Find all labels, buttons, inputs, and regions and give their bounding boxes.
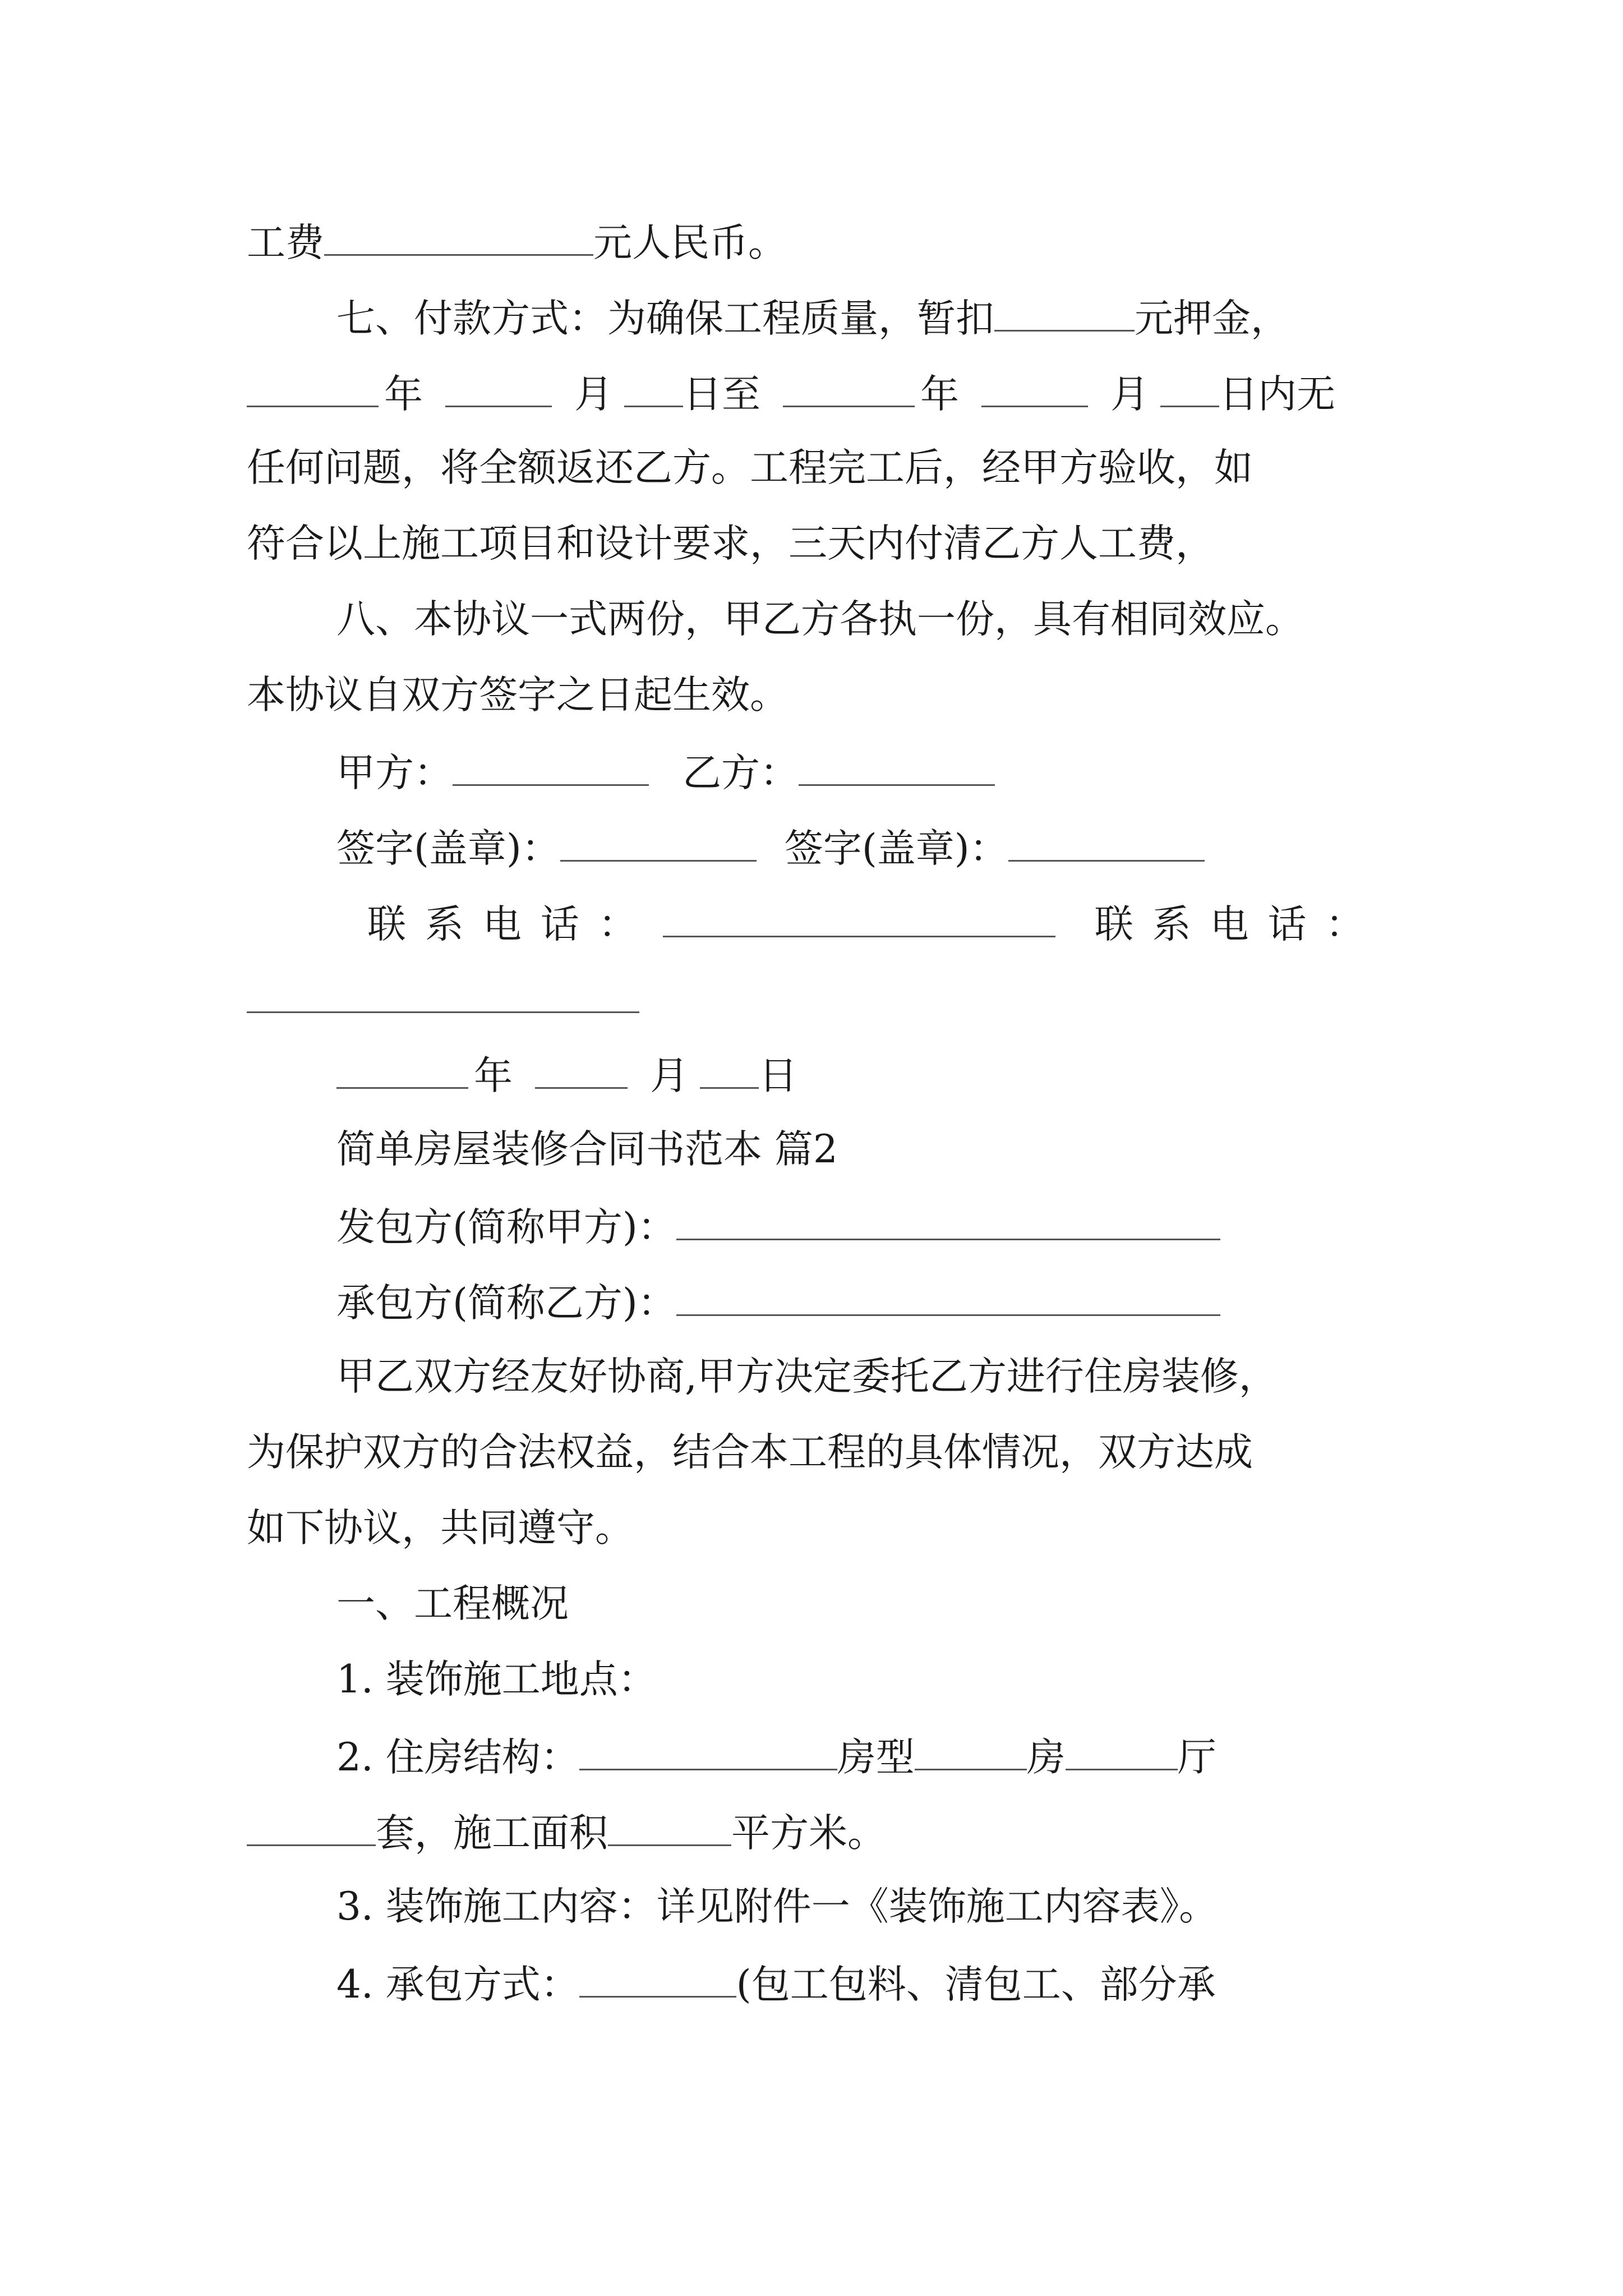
line-phone-blank [247, 979, 639, 1020]
text: 日内无 [1219, 372, 1335, 417]
text: 工费 [247, 220, 324, 265]
text: 年 [920, 372, 959, 417]
paragraph-line [247, 1506, 634, 1550]
text: 房型 [837, 1735, 915, 1780]
blank-field [663, 903, 1055, 937]
text: 七、付款方式：为确保工程质量，暂扣 [336, 296, 994, 341]
list-item [336, 1962, 1216, 2007]
text: 年 [384, 372, 423, 417]
party-b-label: 乙方： [683, 751, 799, 795]
text: 如下协议，共同遵守。 [247, 1506, 634, 1550]
blank-field [608, 1812, 731, 1846]
blank-field [676, 1282, 1220, 1316]
paragraph-line [336, 597, 1304, 642]
blank-field [783, 373, 915, 407]
text: 套，施工面积 [376, 1811, 608, 1856]
blank-field [981, 373, 1088, 407]
text: 厅 [1177, 1735, 1216, 1780]
text: 元押金， [1135, 296, 1289, 341]
text: 承包方(简称乙方)： [336, 1281, 676, 1326]
line-contractor [336, 1281, 1220, 1326]
paragraph-line [247, 521, 1214, 566]
blank-field [324, 222, 593, 256]
text: 1. 装饰施工地点： [336, 1657, 657, 1702]
section-heading [336, 1581, 569, 1626]
signature-label: 签字(盖章)： [336, 826, 560, 871]
text: 平方米。 [731, 1811, 886, 1856]
text: 符合以上施工项目和设计要求，三天内付清乙方人工费， [247, 521, 1214, 566]
phone-label: 联 系 电 话 ： [1094, 902, 1368, 947]
line-signatures [336, 826, 1205, 871]
blank-field [1008, 827, 1205, 862]
blank-field [624, 373, 683, 407]
text: 为保护双方的合法权益，结合本工程的具体情况，双方达成 [247, 1430, 1253, 1475]
blank-field [579, 1963, 736, 1998]
text: 日 [759, 1053, 797, 1098]
phone-label: 联 系 电 话 ： [367, 902, 640, 947]
paragraph-line [247, 1430, 1253, 1475]
blank-field [994, 297, 1135, 332]
section-title [336, 1127, 838, 1172]
list-item [336, 1735, 1216, 1780]
list-item-continued [247, 1811, 886, 1856]
text: 2. 住房结构： [336, 1735, 579, 1780]
text: 简单房屋装修合同书范本 篇2 [336, 1127, 838, 1172]
blank-field [247, 1812, 376, 1846]
blank-field [676, 1206, 1220, 1240]
text: 4. 承包方式： [336, 1962, 579, 2007]
text: 本协议自双方签字之日起生效。 [247, 673, 789, 717]
blank-field [247, 373, 379, 407]
text: 房 [1026, 1735, 1066, 1780]
list-item [336, 1657, 657, 1702]
text: (包工包料、清包工、部分承 [736, 1962, 1216, 2007]
blank-field [445, 373, 552, 407]
blank-field [799, 752, 995, 786]
line-parties [336, 752, 995, 793]
text: 月 [1110, 372, 1149, 417]
text: 甲乙双方经友好协商,甲方决定委托乙方进行住房装修， [336, 1354, 1278, 1399]
text: 月 [574, 372, 613, 417]
line-phone [367, 902, 1368, 947]
text: 日至 [683, 372, 760, 417]
blank-field [915, 1736, 1027, 1770]
paragraph-line [247, 445, 1253, 490]
text: 月 [650, 1053, 689, 1098]
paragraph-line [336, 1354, 1278, 1399]
list-item [336, 1884, 1218, 1929]
line-date [336, 1055, 797, 1096]
text: 年 [474, 1053, 513, 1098]
blank-field [700, 1055, 759, 1089]
blank-field [579, 1736, 837, 1770]
text: 任何问题，将全额返还乙方。工程完工后，经甲方验收，如 [247, 445, 1253, 490]
blank-field [453, 752, 649, 786]
line-employer [336, 1205, 1220, 1250]
signature-label: 签字(盖章)： [784, 826, 1008, 871]
blank-field [336, 1055, 468, 1089]
text: 八、本协议一式两份，甲乙方各执一份，具有相同效应。 [336, 597, 1304, 642]
text: 一、工程概况 [336, 1581, 569, 1626]
blank-field [1066, 1736, 1178, 1770]
line-labor-fee [247, 222, 787, 263]
blank-field [247, 979, 639, 1013]
line-payment [336, 296, 1289, 341]
blank-field [535, 1055, 628, 1089]
text: 元人民币。 [593, 220, 787, 265]
party-a-label: 甲方： [336, 751, 453, 795]
blank-field [560, 827, 757, 862]
text: 发包方(简称甲方)： [336, 1205, 676, 1250]
blank-field [1160, 373, 1219, 407]
paragraph-line [247, 673, 789, 717]
line-date-range [247, 372, 1335, 417]
text: 3. 装饰施工内容：详见附件一《装饰施工内容表》。 [336, 1884, 1218, 1929]
